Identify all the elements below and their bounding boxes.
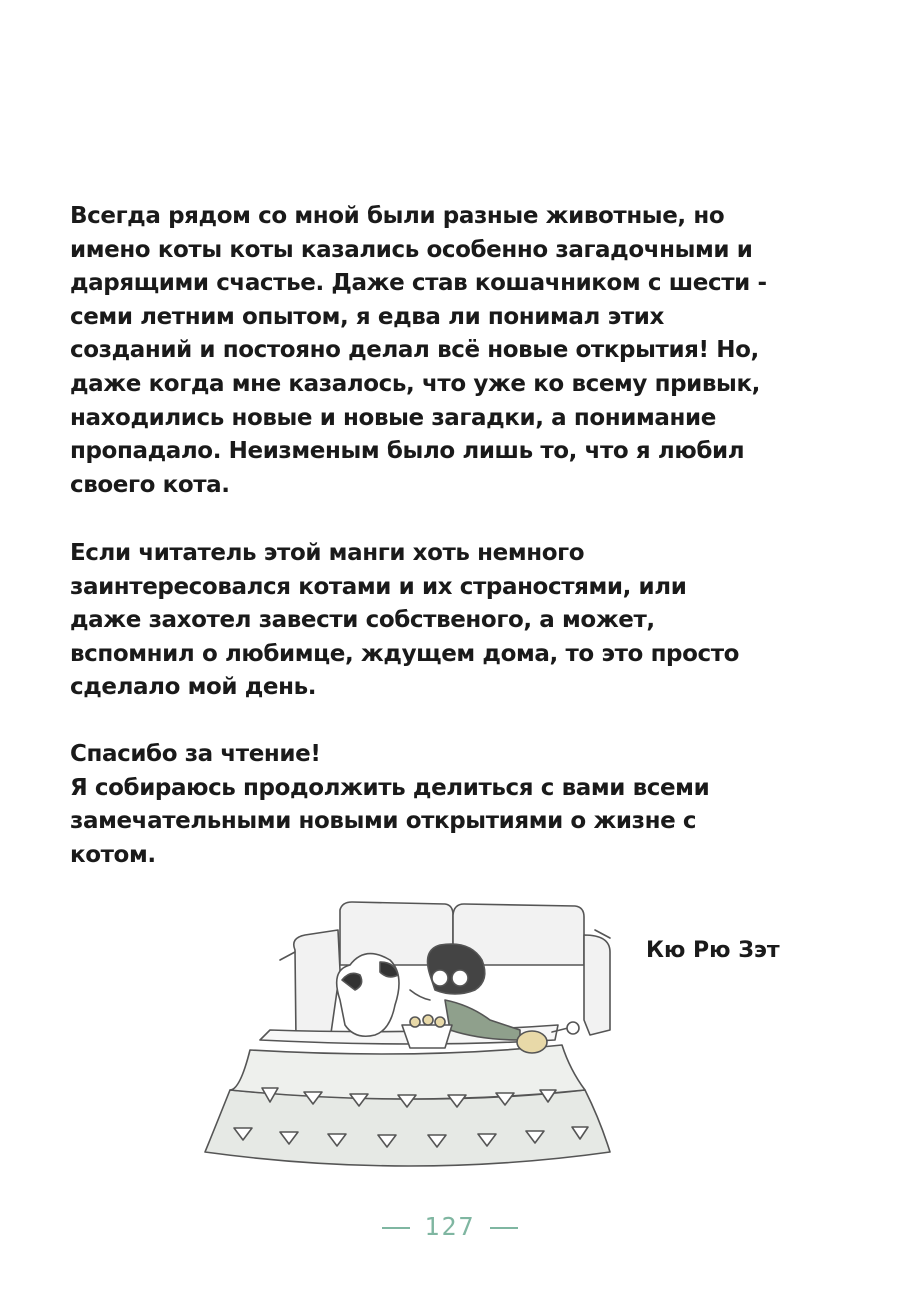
text-line: созданий и постояно делал всё новые открытия! Но, bbox=[70, 337, 759, 364]
text-line: вспомнил о любимце, ждущем дома, то это просто bbox=[70, 640, 740, 667]
text-line: Спасибо за чтение! bbox=[70, 741, 321, 767]
paragraph-intro bbox=[70, 200, 830, 502]
text-line: дарящими счастье. Даже став кошачником с шести - bbox=[70, 270, 767, 297]
text-line: Если читатель этой манги хоть немного bbox=[70, 540, 585, 566]
cat-icon bbox=[337, 954, 399, 1037]
kotatsu-icon bbox=[205, 1025, 610, 1166]
text-line: имено коты коты казались особенно загадочными и bbox=[70, 236, 753, 263]
author-signature: Кю Рю Зэт bbox=[646, 938, 780, 963]
paragraph-thanks bbox=[70, 738, 830, 872]
text-line: котом. bbox=[70, 841, 156, 868]
text-line: даже захотел завести собственого, а может, bbox=[70, 607, 655, 634]
text-line: находились новые и новые загадки, а понимание bbox=[70, 404, 716, 431]
kotatsu-illustration bbox=[190, 890, 630, 1180]
text-line: даже когда мне казалось, что уже ко всему привык, bbox=[70, 370, 760, 397]
text-line: заинтересовался котами и их страностями, или bbox=[70, 573, 687, 600]
text-line: Всегда рядом со мной были разные животные, но bbox=[70, 203, 725, 229]
text-line: Я собираюсь продолжить делиться с вами всеми bbox=[70, 774, 710, 801]
decorative-dash bbox=[382, 1227, 410, 1229]
page-number bbox=[0, 1212, 900, 1241]
basket-icon bbox=[402, 1015, 452, 1048]
text-line: замечательными новыми открытиями о жизне с bbox=[70, 808, 697, 835]
text-line: семи летним опытом, я едва ли понимал этих bbox=[70, 303, 664, 330]
bun-icon bbox=[517, 1031, 547, 1053]
text-line: сделало мой день. bbox=[70, 674, 317, 701]
text-line: пропадало. Неизменым было лишь то, что я любил bbox=[70, 438, 745, 465]
decorative-dash bbox=[490, 1227, 518, 1229]
paragraph-reader bbox=[70, 537, 830, 705]
text-line: своего кота. bbox=[70, 471, 230, 498]
page-number-text: 127 bbox=[424, 1212, 476, 1241]
